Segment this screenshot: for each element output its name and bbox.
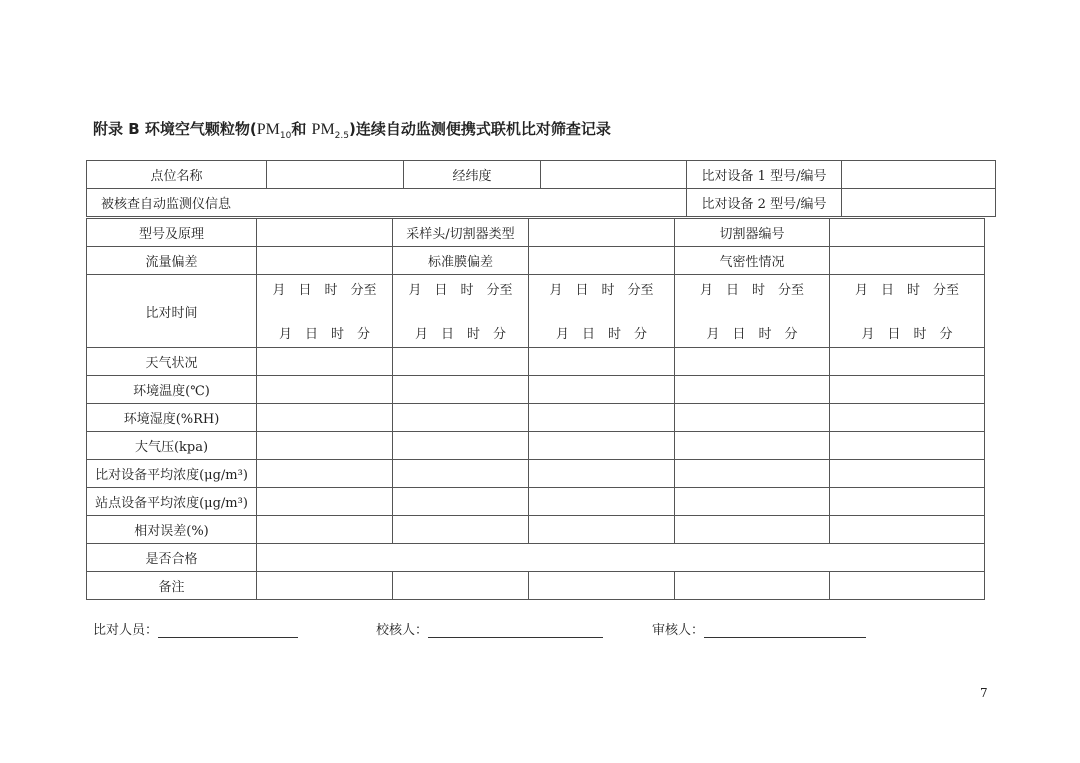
data-cell[interactable] — [393, 516, 529, 544]
airtightness-value[interactable] — [830, 247, 985, 275]
device2-label: 比对设备 2 型号/编号 — [687, 189, 842, 217]
info-table — [86, 160, 996, 217]
site-name-label: 点位名称 — [87, 161, 267, 189]
flow-deviation-value[interactable] — [257, 247, 393, 275]
remarks-label: 备注 — [87, 572, 257, 600]
data-cell[interactable] — [675, 488, 830, 516]
data-cell[interactable] — [830, 432, 985, 460]
data-cell[interactable] — [675, 516, 830, 544]
data-cell[interactable] — [529, 404, 675, 432]
comparer-line[interactable] — [158, 623, 298, 638]
data-cell[interactable] — [529, 432, 675, 460]
comparer-signature[interactable]: 比对人员： — [93, 619, 298, 638]
cutter-no-value[interactable] — [830, 219, 985, 247]
sampling-head-value[interactable] — [529, 219, 675, 247]
reviewer-signature[interactable]: 审核人： — [652, 619, 866, 638]
checker-line[interactable] — [428, 623, 603, 638]
data-cell[interactable] — [675, 460, 830, 488]
data-cell[interactable] — [257, 460, 393, 488]
data-cell[interactable] — [529, 376, 675, 404]
lat-lon-value[interactable] — [541, 161, 687, 189]
sampling-head-label: 采样头/切割器类型 — [393, 219, 529, 247]
flow-deviation-label: 流量偏差 — [87, 247, 257, 275]
data-cell[interactable] — [675, 348, 830, 376]
data-cell[interactable] — [830, 488, 985, 516]
airtightness-label: 气密性情况 — [675, 247, 830, 275]
compare-time-label: 比对时间 — [87, 275, 257, 348]
device1-label: 比对设备 1 型号/编号 — [687, 161, 842, 189]
page-number: 7 — [980, 686, 988, 700]
data-cell[interactable] — [529, 572, 675, 600]
humidity-label: 环境湿度(%RH) — [87, 404, 257, 432]
data-cell[interactable] — [257, 404, 393, 432]
data-cell[interactable] — [529, 488, 675, 516]
cutter-no-label: 切割器编号 — [675, 219, 830, 247]
device2-value[interactable] — [842, 189, 996, 217]
data-cell[interactable] — [830, 516, 985, 544]
data-cell[interactable] — [529, 516, 675, 544]
site-avg-label: 站点设备平均浓度(μg/m³) — [87, 488, 257, 516]
time-cell[interactable]: 月 日 时 分至 月 日 时 分 — [830, 275, 985, 348]
data-cell[interactable] — [675, 404, 830, 432]
reviewer-line[interactable] — [704, 623, 866, 638]
data-cell[interactable] — [675, 432, 830, 460]
data-cell[interactable] — [393, 348, 529, 376]
data-cell[interactable] — [393, 488, 529, 516]
data-cell[interactable] — [257, 432, 393, 460]
data-cell[interactable] — [393, 432, 529, 460]
temperature-label: 环境温度(℃) — [87, 376, 257, 404]
compare-avg-label: 比对设备平均浓度(μg/m³) — [87, 460, 257, 488]
pressure-label: 大气压(kpa) — [87, 432, 257, 460]
time-cell[interactable]: 月 日 时 分至 月 日 时 分 — [675, 275, 830, 348]
membrane-deviation-label: 标准膜偏差 — [393, 247, 529, 275]
data-cell[interactable] — [830, 460, 985, 488]
data-cell[interactable] — [830, 404, 985, 432]
weather-label: 天气状况 — [87, 348, 257, 376]
lat-lon-label: 经纬度 — [404, 161, 541, 189]
data-cell[interactable] — [257, 348, 393, 376]
checker-signature[interactable]: 校核人： — [376, 619, 603, 638]
data-cell[interactable] — [675, 572, 830, 600]
relative-error-label: 相对误差(%) — [87, 516, 257, 544]
data-cell[interactable] — [257, 516, 393, 544]
comparison-table — [86, 218, 985, 600]
time-cell[interactable]: 月 日 时 分至 月 日 时 分 — [529, 275, 675, 348]
data-cell[interactable] — [393, 404, 529, 432]
data-cell[interactable] — [393, 376, 529, 404]
data-cell[interactable] — [529, 348, 675, 376]
site-name-value[interactable] — [267, 161, 404, 189]
data-cell[interactable] — [257, 572, 393, 600]
data-cell[interactable] — [393, 572, 529, 600]
qualified-label: 是否合格 — [87, 544, 257, 572]
data-cell[interactable] — [830, 572, 985, 600]
data-cell[interactable] — [393, 460, 529, 488]
page-title: 附录 B 环境空气颗粒物($PM_{10}$和 $PM_{2.5}$)连续自动监测便携式联机比对筛查记录 — [93, 120, 611, 141]
device1-value[interactable] — [842, 161, 996, 189]
data-cell[interactable] — [830, 376, 985, 404]
model-principle-value[interactable] — [257, 219, 393, 247]
data-cell[interactable] — [529, 460, 675, 488]
checked-instrument-label: 被核查自动监测仪信息 — [87, 189, 687, 217]
time-cell[interactable]: 月 日 时 分至 月 日 时 分 — [393, 275, 529, 348]
data-cell[interactable] — [830, 348, 985, 376]
data-cell[interactable] — [675, 376, 830, 404]
qualified-value[interactable] — [257, 544, 985, 572]
data-cell[interactable] — [257, 488, 393, 516]
data-cell[interactable] — [257, 376, 393, 404]
time-cell[interactable]: 月 日 时 分至 月 日 时 分 — [257, 275, 393, 348]
membrane-deviation-value[interactable] — [529, 247, 675, 275]
model-principle-label: 型号及原理 — [87, 219, 257, 247]
